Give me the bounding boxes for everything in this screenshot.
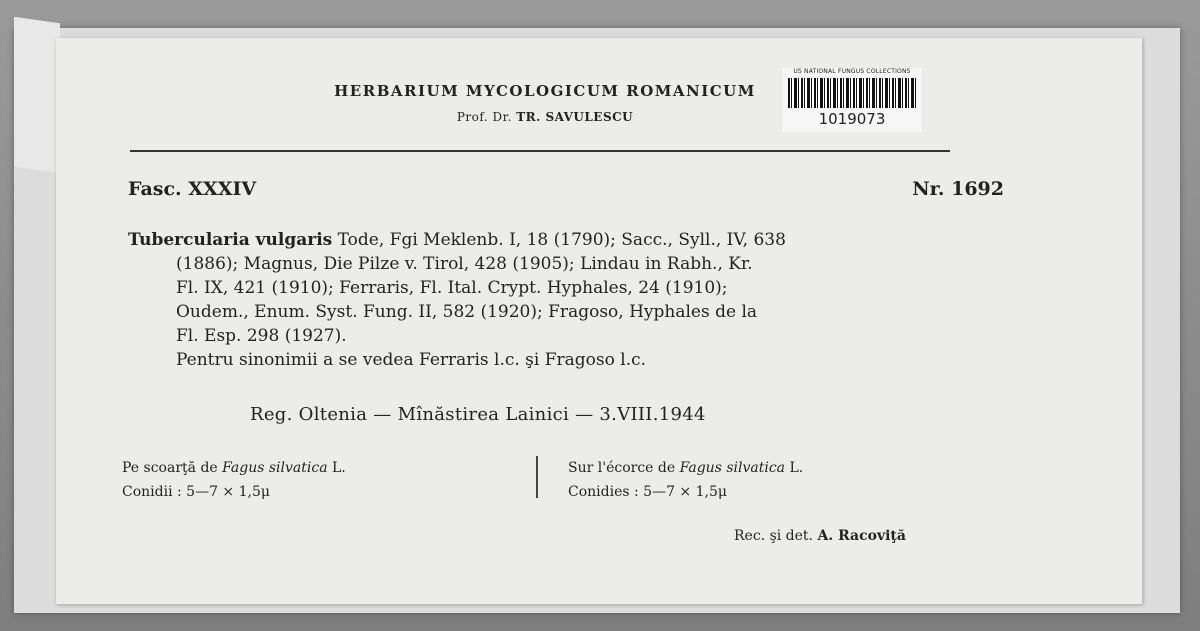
- substrate-prefix-ro: Pe scoarţă de: [122, 460, 223, 476]
- collection-locality: Reg. Oltenia — Mînăstirea Lainici — 3.VIII.1944: [250, 404, 706, 425]
- collector-credit: [734, 528, 906, 544]
- collector-name: A. Racoviţă: [817, 528, 906, 544]
- specimen-number: Nr. 1692: [912, 178, 1004, 200]
- envelope-flap: [14, 17, 60, 173]
- citation-line-4: Oudem., Enum. Syst. Fung. II, 582 (1920); Fragoso, Hyphales de la: [176, 302, 758, 322]
- citation-line-1: [128, 228, 952, 252]
- subtitle-prefix: Prof. Dr.: [456, 110, 512, 124]
- substrate-suffix-ro: L.: [327, 460, 346, 476]
- barcode-icon: [788, 78, 916, 108]
- spores-fr: Conidies : 5—7 × 1,5μ: [568, 484, 727, 500]
- column-divider: [536, 456, 538, 498]
- barcode-caption: US NATIONAL FUNGUS COLLECTIONS: [793, 68, 911, 75]
- citation-line-5: Fl. Esp. 298 (1927).: [176, 326, 347, 346]
- substrate-line-fr: [568, 456, 968, 480]
- citation-line-1-rest: Tode, Fgi Meklenb. I, 18 (1790); Sacc., Syll., IV, 638: [332, 230, 786, 250]
- subtitle-author: TR. SAVULESCU: [516, 110, 634, 124]
- citation-line-6: Pentru sinonimii a se vedea Ferraris l.c. şi Fragoso l.c.: [176, 350, 647, 370]
- substrate-romanian: [122, 456, 522, 504]
- barcode-sticker: [782, 68, 922, 132]
- substrate-line-ro: [122, 456, 522, 480]
- header-divider: [130, 150, 950, 152]
- herbarium-title: HERBARIUM MYCOLOGICUM ROMANICUM: [334, 82, 756, 100]
- host-name-fr: Fagus silvatica: [679, 460, 786, 476]
- fascicle-label: Fasc. XXXIV: [128, 178, 257, 200]
- collector-prefix: Rec. şi det.: [734, 528, 814, 544]
- citation-line-2: (1886); Magnus, Die Pilze v. Tirol, 428 (1905); Lindau in Rabh., Kr.: [176, 254, 753, 274]
- substrate-french: [568, 456, 968, 504]
- substrate-prefix-fr: Sur l'écorce de: [568, 460, 680, 476]
- barcode-number: 1019073: [818, 110, 886, 128]
- citation-line-3: Fl. IX, 421 (1910); Ferraris, Fl. Ital. Crypt. Hyphales, 24 (1910);: [176, 278, 728, 298]
- species-name: Tubercularia vulgaris: [128, 230, 333, 250]
- host-name-ro: Fagus silvatica: [222, 460, 328, 476]
- herbarium-subtitle: [330, 110, 760, 124]
- substrate-suffix-fr: L.: [785, 460, 804, 476]
- taxonomic-citation: [128, 228, 952, 372]
- spores-ro: Conidii : 5—7 × 1,5μ: [122, 484, 270, 500]
